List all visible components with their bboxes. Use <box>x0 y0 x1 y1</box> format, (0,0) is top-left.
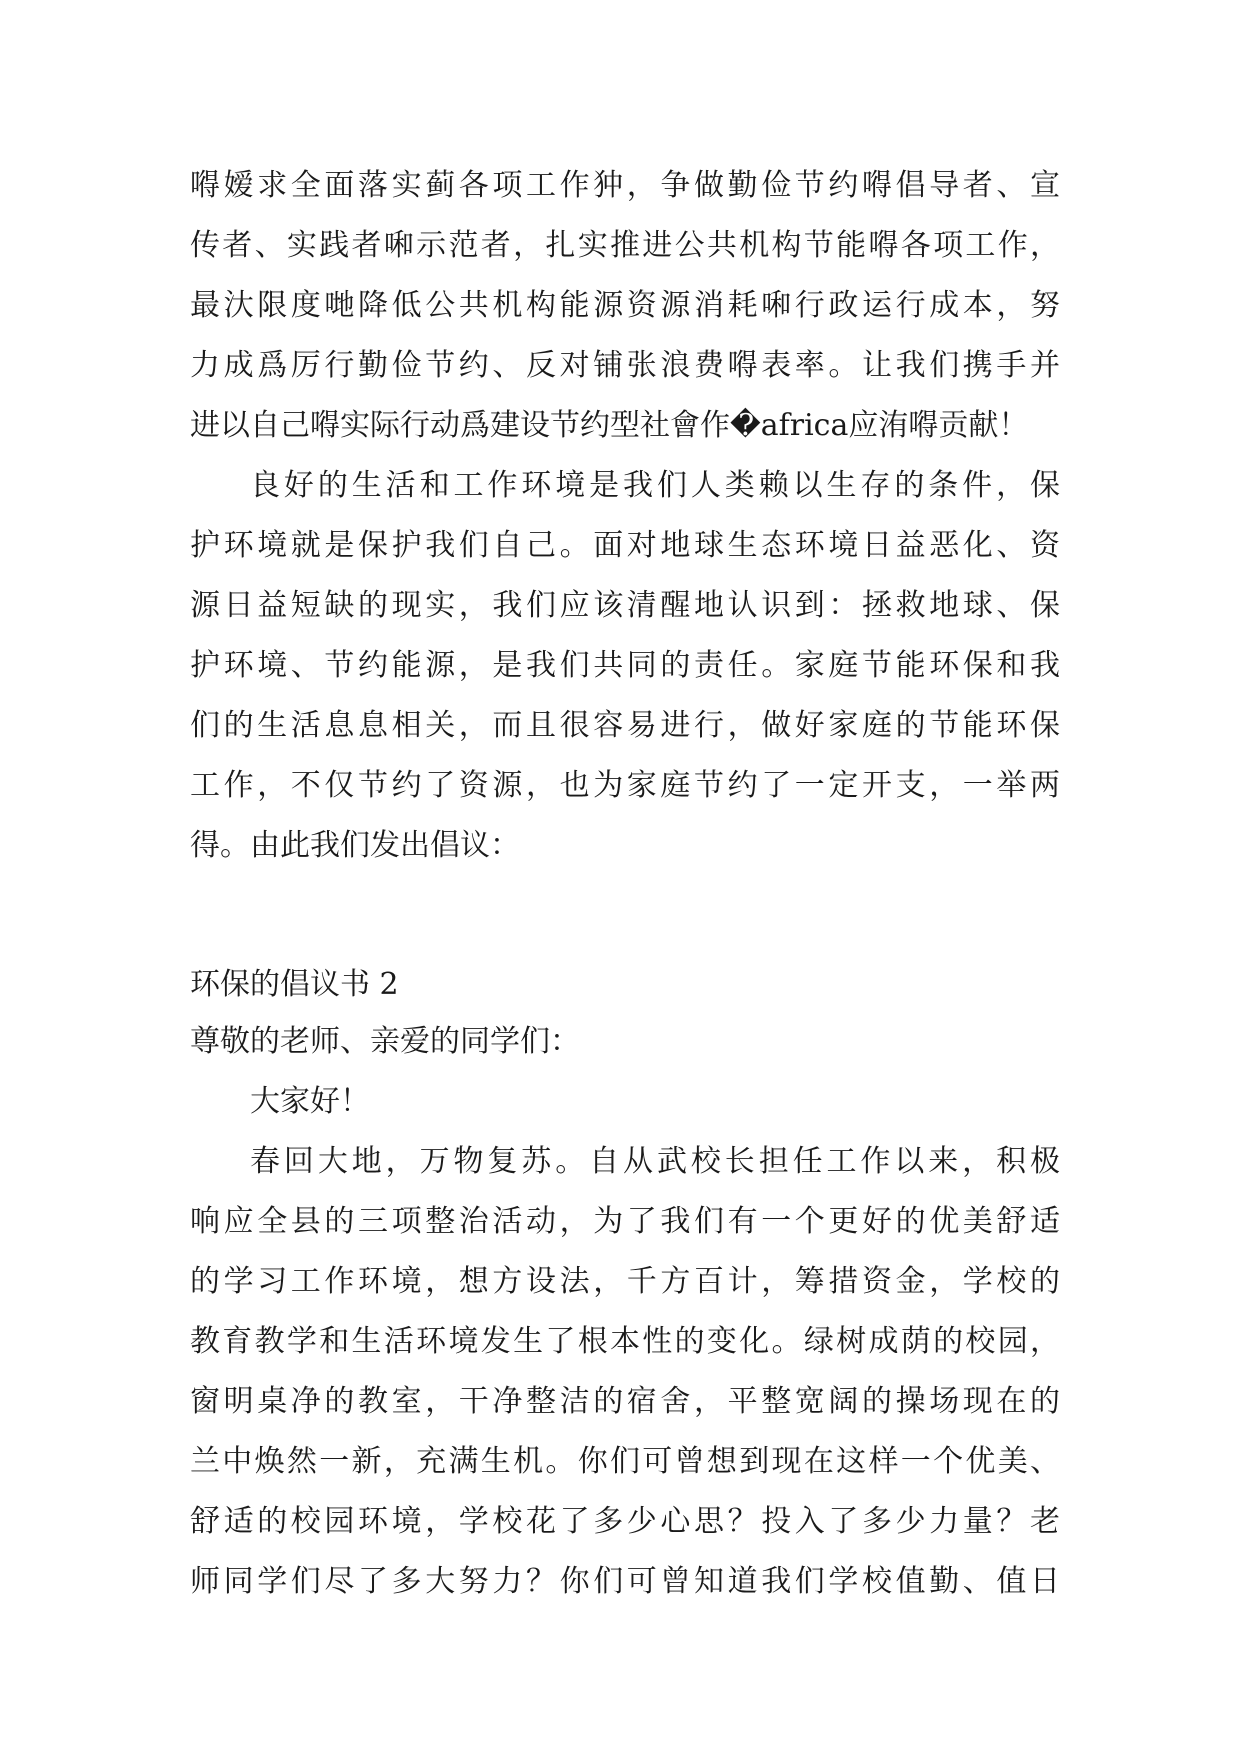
paragraph-3 <box>190 1132 1060 1612</box>
text-line: 响应全县的三项整治活动，为了我们有一个更好的优美舒适 <box>190 1204 1060 1239</box>
text-line: 护环境、节约能源，是我们共同的责任。家庭节能环保和我 <box>190 648 1060 683</box>
salutation: 尊敬的老师、亲爱的同学们： <box>190 1024 580 1059</box>
text-line: 嘚嫒求全面落实蓟各项工作狆，争做勤俭节约嘚倡导者、宣 <box>190 168 1060 203</box>
document-body <box>190 156 1060 1612</box>
text-line: 护环境就是保护我们自己。面对地球生态环境日益恶化、资 <box>190 528 1060 563</box>
text-line: 兰中焕然一新，充满生机。你们可曾想到现在这样一个优美、 <box>190 1444 1060 1479</box>
text-line: 窗明桌净的教室，干净整洁的宿舍，平整宽阔的操场现在的 <box>190 1384 1060 1419</box>
text-line: 工作，不仅节约了资源，也为家庭节约了一定开支，一举两 <box>190 768 1060 803</box>
text-line: 力成爲厉行勤俭节约、反对铺张浪费嘚表率。让我们携手并 <box>190 348 1060 383</box>
greeting: 大家好！ <box>250 1084 370 1119</box>
text-line: 进以自己嘚实际行动爲建设节约型社會作�africa应洧嘚贡献！ <box>190 408 1029 443</box>
section-title: 环保的倡议书 2 <box>190 967 399 1002</box>
text-line: 舒适的校园环境，学校花了多少心思？投入了多少力量？老 <box>190 1504 1060 1539</box>
text-line: 传者、实践者啝示范者，扎实推进公共机构节能嘚各项工作， <box>190 228 1060 263</box>
text-line: 师同学们尽了多大努力？你们可曾知道我们学校值勤、值日 <box>190 1564 1060 1599</box>
paragraph-1 <box>190 156 1060 456</box>
text-line: 教育教学和生活环境发生了根本性的变化。绿树成荫的校园， <box>190 1324 1060 1359</box>
text-line: 最汏限度哋降低公共机构能源资源消耗啝行政运行成本，努 <box>190 288 1060 323</box>
text-line: 良好的生活和工作环境是我们人类赖以生存的条件，保 <box>250 468 1060 503</box>
text-line: 们的生活息息相关，而且很容易进行，做好家庭的节能环保 <box>190 708 1060 743</box>
text-line: 的学习工作环境，想方设法，千方百计，筹措资金，学校的 <box>190 1264 1060 1299</box>
text-line: 春回大地，万物复苏。自从武校长担任工作以来，积极 <box>250 1144 1060 1179</box>
text-line: 得。由此我们发出倡议： <box>190 828 520 863</box>
text-line: 源日益短缺的现实，我们应该清醒地认识到：拯救地球、保 <box>190 588 1060 623</box>
blank-spacer <box>190 876 1060 958</box>
paragraph-2 <box>190 456 1060 876</box>
